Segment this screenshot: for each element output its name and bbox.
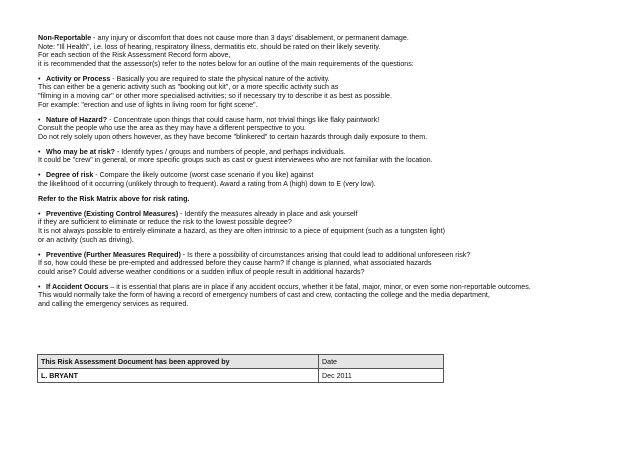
bullet-icon: • xyxy=(38,171,41,180)
section-text: If so, how could these be pre-empted and addressed before they cause harm? If change is planned, what associated hazards xyxy=(38,259,432,268)
approval-row xyxy=(38,369,444,383)
intro-section xyxy=(38,34,598,68)
date-header: Date xyxy=(319,355,444,369)
risk-assessment-notes xyxy=(38,34,598,309)
section-text: Consult the people who use the area as they may have a different perspective to you. xyxy=(38,124,307,133)
bullet-icon: • xyxy=(38,74,41,83)
section-text: - Identify the measures already in place and ask yourself xyxy=(178,209,358,218)
intro-line-1 xyxy=(38,34,598,43)
section-title: Preventive (Further Measures Required) xyxy=(46,250,181,259)
section-title: Nature of Hazard? xyxy=(46,115,108,124)
intro-line-3: For each section of the Risk Assessment Record form above, xyxy=(38,51,231,60)
non-reportable-definition: - any injury or discomfort that does not cause more than 3 days' disablement, or permanent damage. xyxy=(91,34,409,42)
section-text: could arise? Could adverse weather conditions or a sudden influx of people result in additional hazards? xyxy=(38,267,365,276)
approval-table xyxy=(37,354,444,383)
section-activity xyxy=(38,75,598,109)
bullet-icon: • xyxy=(38,209,41,218)
approval-date: Dec 2011 xyxy=(319,369,444,383)
ill-health-note: Note: "Ill Health", i.e. loss of hearing, respiratory illness, dermatitis etc. should be rated on their likely severity. xyxy=(38,42,381,51)
section-text: if they are sufficient to eliminate or reduce the risk to the lowest possible degree? xyxy=(38,218,292,227)
section-text: - Identify types / groups and numbers of people, and perhaps individuals. xyxy=(114,147,346,156)
section-preventive-further xyxy=(38,251,598,277)
bullet-icon: • xyxy=(38,147,41,156)
section-degree-of-risk xyxy=(38,171,598,188)
section-title: Who may be at risk? xyxy=(46,147,115,156)
section-text: It could be "crew" in general, or more specific groups such as cast or guest interviewees who are not familiar with the location. xyxy=(38,156,433,165)
section-title: If Accident Occurs xyxy=(46,282,109,291)
section-if-accident xyxy=(38,283,598,309)
section-text: This would normally take the form of having a record of emergency numbers of cast and crew, contacting the college and the media department, xyxy=(38,291,490,300)
section-text: – it is essential that plans are in place if any accident occurs, whether it be fatal, major, minor, or even some non-reportable outcomes. xyxy=(108,282,531,291)
approved-by-header: This Risk Assessment Document has been approved by xyxy=(38,355,319,369)
approver-name: L. BRYANT xyxy=(38,369,319,383)
section-text: and calling the emergency services as required. xyxy=(38,299,189,308)
section-text: It is not always possible to entirely eliminate a hazard, as they are often intrinsic to a piece of equipment (such as a tungsten light) xyxy=(38,227,445,236)
section-text: or an activity (such as driving). xyxy=(38,235,134,244)
section-hazard xyxy=(38,116,598,142)
section-who-at-risk xyxy=(38,148,598,165)
section-text: the likelihood of it occurring (unlikely through to frequent). Award a rating from A (high) down to E (very low). xyxy=(38,179,376,188)
section-title: Preventive (Existing Control Measures) xyxy=(46,209,179,218)
section-text: This can either be a generic activity such as "booking out kit", or a more specific activity such as xyxy=(38,83,339,92)
bullet-icon: • xyxy=(38,250,41,259)
section-text: "filming in a moving car" or other more specialised activities; so if necessary try to describe it as best as possible. xyxy=(38,91,392,100)
intro-line-4: it is recommended that the assessor(s) refer to the notes below for an outline of the main requirements of the questions: xyxy=(38,59,414,68)
section-text: Do not rely solely upon others however, as they have become "blinkered" to certain hazards through daily exposure to them. xyxy=(38,132,428,141)
section-text: - Concentrate upon things that could cause harm, not trivial things like flaky paintwork! xyxy=(107,115,380,124)
section-text: For example: "erection and use of lights in living room for fight scene". xyxy=(38,100,258,109)
approval-header-row xyxy=(38,355,444,369)
section-text: - Compare the likely outcome (worst case scenario if you like) against xyxy=(93,171,314,180)
section-title: Activity or Process xyxy=(46,74,111,83)
section-preventive-existing xyxy=(38,210,598,244)
risk-matrix-reference: Refer to the Risk Matrix above for risk rating. xyxy=(38,194,190,203)
section-title: Degree of risk xyxy=(46,171,94,180)
section-risk-matrix-ref xyxy=(38,195,598,204)
section-text: - Is there a possibility of circumstances arising that could lead to additional unforeseen risk? xyxy=(180,250,471,259)
bullet-icon: • xyxy=(38,282,41,291)
section-text: - Basically you are required to state the physical nature of the activity. xyxy=(110,74,330,83)
non-reportable-term: Non-Reportable xyxy=(38,34,92,42)
bullet-icon: • xyxy=(38,115,41,124)
